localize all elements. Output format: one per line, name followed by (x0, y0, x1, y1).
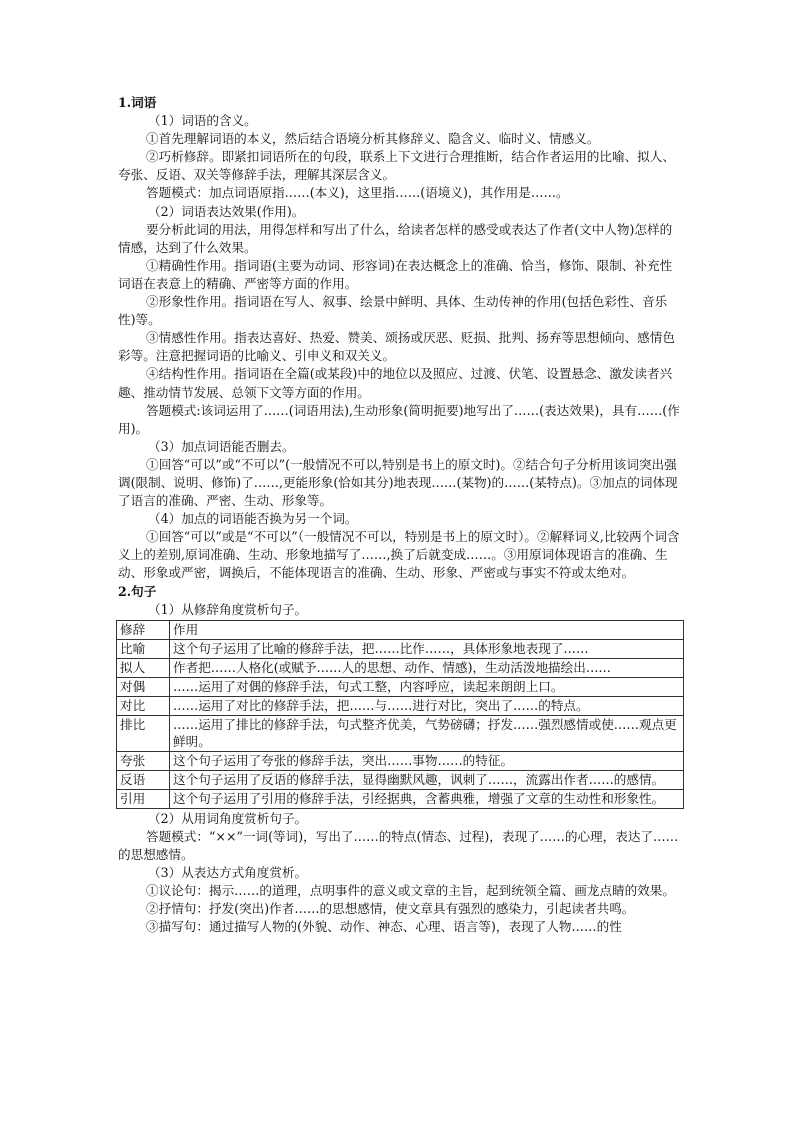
paragraph: ②抒情句：抒发(突出)作者……的思想感情，使文章具有强烈的感染力，引起读者共鸣。 (146, 901, 635, 917)
table-cell-device: 对比 (117, 696, 170, 715)
table-cell-effect: ……运用了排比的修辞手法，句式整齐优美，气势磅礴；抒发……强烈感情或使……观点更鲜明。 (170, 715, 684, 751)
paragraph: ①回答“可以”或“不可以”(一般情况不可以,特别是书上的原文时)。②结合句子分析用该词突出强调(限制、说明、修饰)了……,更能形象(恰如其分)地表现……(某物)的……(某特点)。③加点的词体现了语言的准确、严密、生动、形象等。 (118, 456, 678, 509)
table-row (117, 715, 684, 751)
paragraph: ③描写句：通过描写人物的(外貌、动作、神态、心理、语言等)，表现了人物……的性 (146, 919, 622, 935)
subheading-expression-mode: （3）从表达方式角度赏析。 (148, 865, 308, 880)
answer-template: 答题模式:该词运用了……(词语用法),生动形象(简明扼要)地写出了……(表达效果)，具有……(作用)。 (118, 402, 680, 436)
answer-template: 答题模式：加点词语原指……(本义)，这里指……(语境义)，其作用是……。 (146, 185, 569, 201)
subheading-rhetoric: （1）从修辞角度赏析句子。 (148, 601, 308, 617)
paragraph: ①回答“可以”或是“不可以”（一般情况不可以，特别是书上的原文时）。②解释词义,比较两个词含义上的差别,原词准确、生动、形象地描写了……,换了后就变成……。③用原词体现语言的准确、生动、形象或严密，调换后，不能体现语言的准确、生动、形象、严密或与事实不符或太绝对。 (118, 529, 680, 581)
table-cell-device: 反语 (117, 770, 170, 789)
paragraph: ①精确性作用。指词语(主要为动词、形容词)在表达概念上的准确、恰当，修饰、限制、补充性词语在表意上的精确、严密等方面的作用。 (118, 257, 673, 291)
table-header-row (117, 620, 684, 639)
table-header-cell: 修辞 (117, 620, 170, 639)
subheading-can-replace: （4）加点的词语能否换为另一个词。 (148, 511, 358, 527)
table-cell-effect: 这个句子运用了夸张的修辞手法，突出……事物……的特征。 (170, 751, 684, 770)
table-cell-device: 排比 (117, 715, 170, 751)
table-row (117, 677, 684, 696)
document-body (118, 94, 680, 936)
table-row (117, 789, 684, 808)
table-row (117, 696, 684, 715)
table-row (117, 658, 684, 677)
table-cell-device: 夸张 (117, 751, 170, 770)
table-cell-effect: ……运用了对比的修辞手法，把……与……进行对比，突出了……的特点。 (170, 696, 684, 715)
table-cell-device: 比喻 (117, 639, 170, 658)
subheading-word-choice: （2）从用词角度赏析句子。 (148, 810, 308, 826)
paragraph: ①议论句：揭示……的道理，点明事件的意义或文章的主旨，起到统领全篇、画龙点睛的效果。 (146, 883, 675, 899)
table-row (117, 770, 684, 789)
paragraph: ③情感性作用。指表达喜好、热爱、赞美、颂扬或厌恶、贬损、批判、扬弃等思想倾向、感情色彩等。注意把握词语的比喻义、引申义和双关义。 (118, 330, 675, 364)
table-cell-device: 对偶 (117, 677, 170, 696)
paragraph: 要分析此词的用法，用得怎样和写出了什么，给读者怎样的感受或表达了作者(文中人物)怎样的情感，达到了什么效果。 (118, 221, 673, 255)
table-cell-effect: 这个句子运用了引用的修辞手法，引经据典，含蓄典雅，增强了文章的生动性和形象性。 (170, 789, 684, 808)
section-heading-sentences: 2.句子 (118, 583, 157, 599)
answer-template: 答题模式：“××”一词(等词)，写出了……的特点(情态、过程)，表现了……的心理，表达了……的思想感情。 (118, 828, 679, 862)
table-cell-device: 拟人 (117, 658, 170, 677)
section-heading-words: 1.词语 (118, 95, 157, 110)
table-cell-device: 引用 (117, 789, 170, 808)
subheading-expression-effect: （2）词语表达效果(作用)。 (148, 203, 305, 219)
table-cell-effect: 作者把……人格化(或赋予……人的思想、动作、情感)，生动活泼地描绘出…… (170, 658, 684, 677)
paragraph: ②巧析修辞。即紧扣词语所在的句段，联系上下文进行合理推断，结合作者运用的比喻、拟人、夸张、反语、双关等修辞手法，理解其深层含义。 (118, 149, 675, 183)
table-cell-effect: 这个句子运用了比喻的修辞手法，把……比作……，具体形象地表现了…… (170, 639, 684, 658)
rhetoric-table (116, 620, 684, 809)
paragraph: ④结构性作用。指词语在全篇(或某段)中的地位以及照应、过渡、伏笔、设置悬念、激发读者兴趣、推动情节发展、总领下文等方面的作用。 (118, 366, 673, 400)
table-cell-effect: ……运用了对偶的修辞手法，句式工整，内容呼应，读起来朗朗上口。 (170, 677, 684, 696)
table-row (117, 639, 684, 658)
table-header-cell: 作用 (170, 620, 684, 639)
paragraph: ②形象性作用。指词语在写人、叙事、绘景中鲜明、具体、生动传神的作用(包括色彩性、音乐性)等。 (118, 294, 668, 328)
table-cell-effect: 这个句子运用了反语的修辞手法，显得幽默风趣，讽刺了……，流露出作者……的感情。 (170, 770, 684, 789)
subheading-word-meaning: （1）词语的含义。 (148, 113, 257, 129)
subheading-can-delete: （3）加点词语能否删去。 (148, 438, 295, 454)
paragraph: ①首先理解词语的本义，然后结合语境分析其修辞义、隐含义、临时义、情感义。 (146, 131, 600, 147)
table-row (117, 751, 684, 770)
